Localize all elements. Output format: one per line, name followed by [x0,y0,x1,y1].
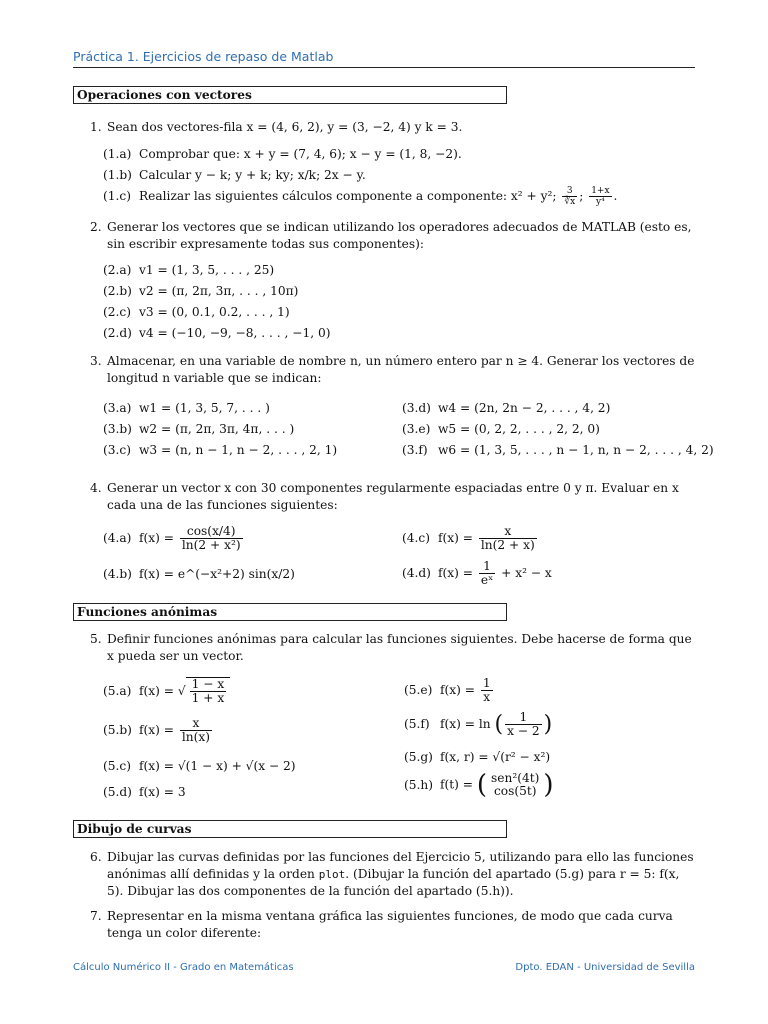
exercise-5: 5. Definir funciones anónimas para calcular las funciones siguientes. Debe hacerse de forma que x pueda ser un vector. [90,632,692,663]
subitem-2b: (2.b) v2 = (π, 2π, 3π, . . . , 10π) [103,284,299,298]
subitem-4b: (4.b) f(x) = e^(−x²+2) sin(x/2) [103,567,295,581]
subitem-3f: (3.f) w6 = (1, 3, 5, . . . , n − 1, n, n − 2, . . . , 4, 2) [402,443,714,457]
subitem-5h: (5.h) f(t) = ( sen²(4t) cos(5t) ) [404,770,554,800]
subitem-2d: (2.d) v4 = (−10, −9, −8, . . . , −1, 0) [103,326,331,340]
subitem-1c: (1.c) Realizar las siguientes cálculos componente a componente: x² + y²; $\frac{3}{∛x}$ ; $\frac{1+x}{\text{y⁴}}$ . [103,186,618,207]
exercise-text: Sean dos vectores-fila x = (4, 6, 2), y = (3, −2, 4) y k = 3. [107,120,463,134]
section-title-curvas: Dibujo de curvas [73,820,507,838]
subitem-5a: (5.a) f(x) = √ $\frac{1 - x}{1 + x}$ [103,677,230,705]
subitem-4d: (4.d) f(x) = $\frac{1}{\text{eˣ}}$ + x² − x [402,559,552,587]
page-header-title: Práctica 1. Ejercicios de repaso de Matlab [73,49,334,64]
header-rule [73,67,695,68]
exercise-3: 3. Almacenar, en una variable de nombre n, un número entero par n ≥ 4. Generar los vectores de longitud n variable que se indican: [90,354,695,385]
subitem-5g: (5.g) f(x, r) = √(r² − x²) [404,750,551,764]
subitem-4a: (4.a) f(x) = $\frac{\cos(x/4)}{\text{ln(2 + x²)}}$ [103,524,241,552]
subitem-5f: (5.f) f(x) = ln ( $\frac{1}{x - 2}$ ) [404,710,553,738]
subitem-2c: (2.c) v3 = (0, 0.1, 0.2, . . . , 1) [103,305,290,319]
exercise-7: 7. Representar en la misma ventana gráfica las siguientes funciones, de modo que cada curva tenga un color diferente: [90,909,673,940]
subitem-3a: (3.a) w1 = (1, 3, 5, 7, . . . ) [103,401,270,415]
subitem-5b: (5.b) f(x) = $\frac{x}{\ln(x)}$ [103,716,210,744]
subitem-5c: (5.c) f(x) = √(1 − x) + √(x − 2) [103,759,296,773]
subitem-3b: (3.b) w2 = (π, 2π, 3π, 4π, . . . ) [103,422,295,436]
exercise-6: 6. Dibujar las curvas definidas por las funciones del Ejercicio 5, utilizando para ello las funciones anónimas allí definidas y la orden plot. (Dibujar la función del apartado (5.g) para r = 5: f(x, 5). Dibujar las dos componentes de la función del apartado (5.h)). [90,850,694,898]
subitem-5d: (5.d) f(x) = 3 [103,785,186,799]
subitem-3c: (3.c) w3 = (n, n − 1, n − 2, . . . , 2, 1) [103,443,338,457]
subitem-3e: (3.e) w5 = (0, 2, 2, . . . , 2, 2, 0) [402,422,600,436]
footer-left: Cálculo Numérico II - Grado en Matemáticas [73,962,294,973]
subitem-4c: (4.c) f(x) = $\frac{x}{\ln(2 + x)}$ [402,524,535,552]
subitem-5e: (5.e) f(x) = $\frac{1}{x}$ [404,676,491,704]
exercise-4: 4. Generar un vector x con 30 componentes regularmente espaciadas entre 0 y π. Evaluar en x cada una de las funciones siguientes: [90,481,679,512]
section-title-vectores: Operaciones con vectores [73,86,507,104]
subitem-1a: (1.a) Comprobar que: x + y = (7, 4, 6); x − y = (1, 8, −2). [103,147,462,161]
footer-right: Dpto. EDAN - Universidad de Sevilla [515,962,695,973]
subitem-1b: (1.b) Calcular y − k; y + k; ky; x/k; 2x − y. [103,168,366,182]
exercise-number: 1. [90,120,102,134]
exercise-2: 2. Generar los vectores que se indican utilizando los operadores adecuados de MATLAB (esto es, sin escribir expresamente todas sus componentes): [90,220,692,251]
subitem-2a: (2.a) v1 = (1, 3, 5, . . . , 25) [103,263,275,277]
subitem-3d: (3.d) w4 = (2n, 2n − 2, . . . , 4, 2) [402,401,611,415]
exercise-1 [90,119,695,136]
section-title-anonimas: Funciones anónimas [73,603,507,621]
code-plot: plot [318,868,346,881]
